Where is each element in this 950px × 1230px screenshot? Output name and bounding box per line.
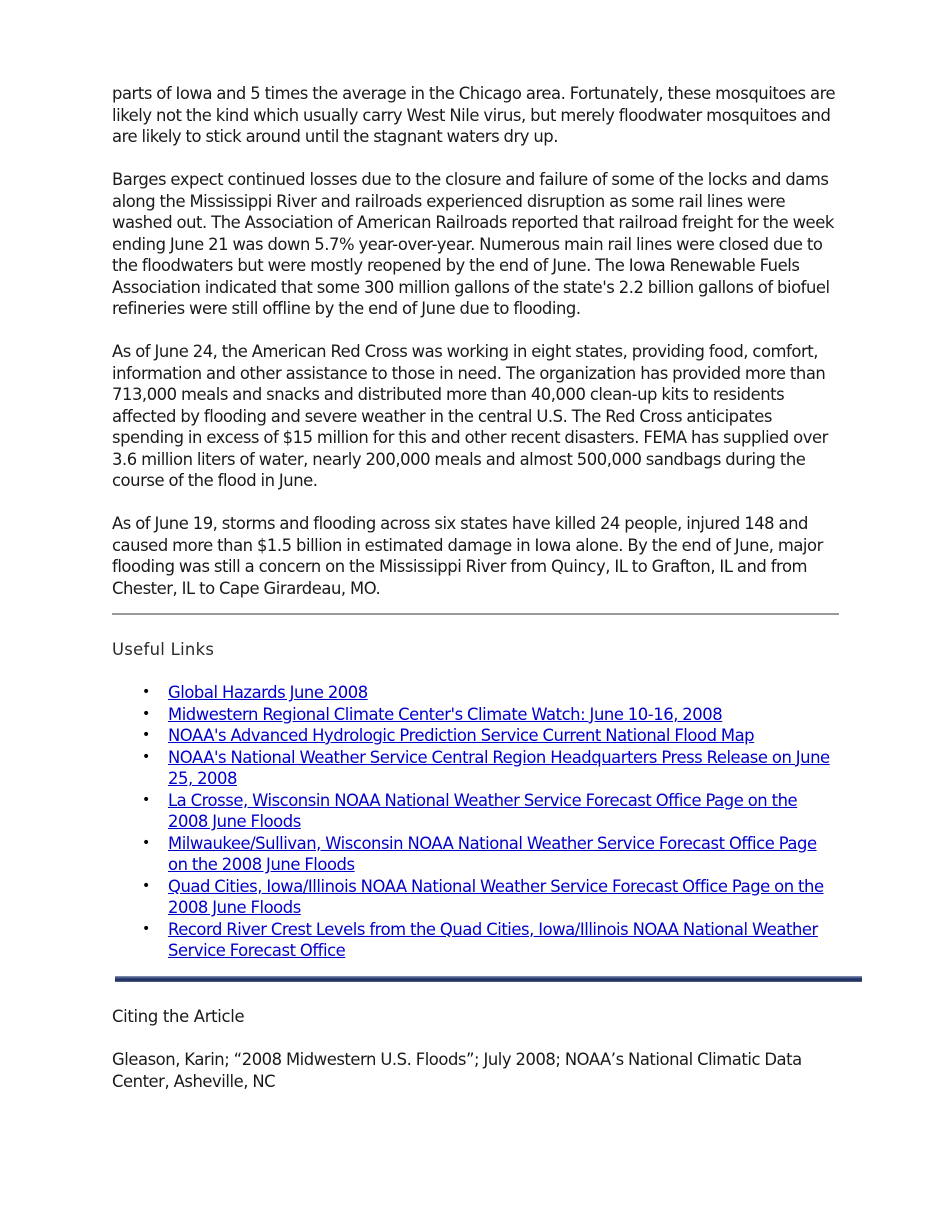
citing-heading: Citing the Article (112, 1007, 245, 1026)
paragraph-mosquitoes: parts of Iowa and 5 times the average in the Chicago area. Fortunately, these mosquitoes are likely not the kind which usually carry West Nile virus, but merely floodwater mosquitoes and are likely to stick around until the stagnant waters dry up. (112, 84, 836, 146)
list-item (112, 682, 840, 704)
list-item (112, 790, 840, 833)
article-body (112, 83, 840, 962)
bullet-icon: • (142, 727, 150, 743)
link-milwaukee-floods[interactable]: Milwaukee/Sullivan, Wisconsin NOAA National Weather Service Forecast Office Page on the 2008 June Floods (168, 833, 817, 874)
bullet-icon: • (142, 877, 150, 894)
list-item (112, 704, 840, 726)
bullet-icon: • (142, 834, 150, 851)
list-item (112, 725, 840, 747)
link-record-river-crest[interactable]: Record River Crest Levels from the Quad Cities, Iowa/Illinois NOAA National Weather Service Forecast Office (168, 919, 818, 960)
link-global-hazards[interactable]: Global Hazards June 2008 (168, 683, 368, 702)
useful-links-heading: Useful Links (112, 640, 215, 659)
link-quad-cities-floods[interactable]: Quad Cities, Iowa/Illinois NOAA National Weather Service Forecast Office Page on the 2008 June Floods (168, 876, 824, 917)
list-item (112, 833, 840, 876)
link-ahps-flood-map[interactable]: NOAA's Advanced Hydrologic Prediction Service Current National Flood Map (168, 726, 755, 745)
paragraph-red-cross: As of June 24, the American Red Cross was working in eight states, providing food, comfort, information and other assistance to those in need. The organization has provided more than 713,000 meals and snacks and distributed more than 40,000 clean-up kits to residents affected by flooding and severe weather in the central U.S. The Red Cross anticipates spending in excess of $15 million for this and other recent disasters. FEMA has supplied over 3.6 million liters of water, nearly 200,000 meals and almost 500,000 sandbags during the course of the flood in June. (112, 342, 828, 490)
link-mrcc-climate-watch[interactable]: Midwestern Regional Climate Center's Climate Watch: June 10-16, 2008 (168, 704, 723, 724)
link-la-crosse-floods[interactable]: La Crosse, Wisconsin NOAA National Weather Service Forecast Office Page on the 2008 June Floods (168, 790, 798, 831)
paragraph-casualties: As of June 19, storms and flooding across six states have killed 24 people, injured 148 and caused more than $1.5 billion in estimated damage in Iowa alone. By the end of June, major flooding was still a concern on the Mississippi River from Quincy, IL to Grafton, IL and from Chester, IL to Cape Girardeau, MO. (112, 514, 823, 598)
list-item (112, 919, 840, 962)
citing-section (112, 1006, 840, 1092)
useful-links-list (112, 682, 840, 962)
decorative-blue-rule (115, 976, 862, 982)
list-item (112, 876, 840, 919)
list-item (112, 747, 840, 790)
bullet-icon: • (142, 684, 150, 700)
bullet-icon: • (142, 920, 150, 937)
bullet-icon: • (142, 705, 150, 722)
bullet-icon: • (142, 748, 150, 765)
paragraph-barges-railroads: Barges expect continued losses due to the closure and failure of some of the locks and dams along the Mississippi River and railroads experienced disruption as some rail lines were washed out. The Association of American Railroads reported that railroad freight for the week ending June 21 was down 5.7% year-over-year. Numerous main rail lines were closed due to the floodwaters but were mostly reopened by the end of June. The Iowa Renewable Fuels Association indicated that some 300 million gallons of the state's 2.2 billion gallons of biofuel refineries were still offline by the end of June due to flooding. (112, 170, 834, 318)
section-divider (112, 613, 839, 615)
citation-text: Gleason, Karin; “2008 Midwestern U.S. Floods”; July 2008; NOAA’s National Climatic Data Center, Asheville, NC (112, 1050, 802, 1091)
link-nws-central-press-release[interactable]: NOAA's National Weather Service Central Region Headquarters Press Release on June 25, 2008 (168, 747, 830, 788)
bullet-icon: • (142, 791, 150, 808)
